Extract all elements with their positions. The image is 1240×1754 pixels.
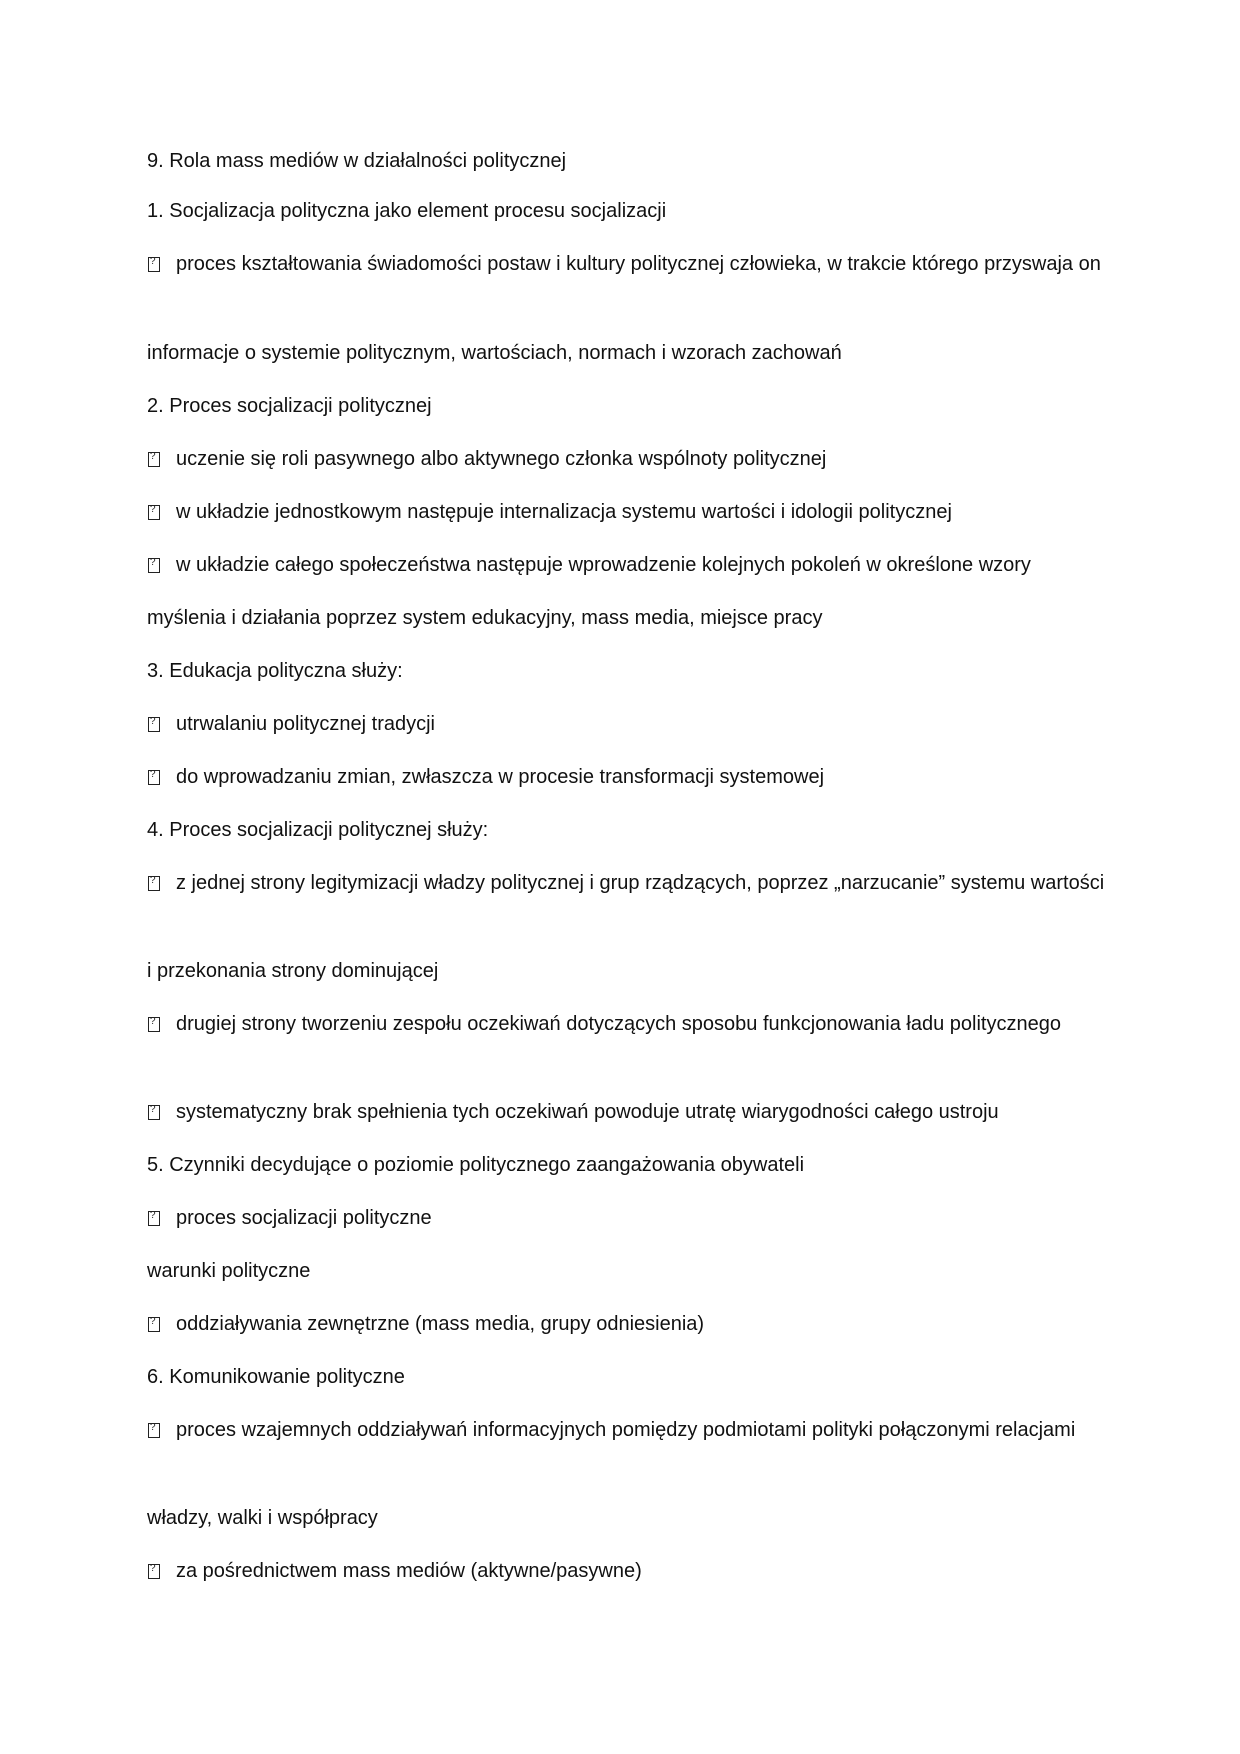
bullet-icon [148, 452, 160, 467]
list-item: ?z jednej strony legitymizacji władzy politycznej i grup rządzących, poprzez „narzucanie” systemu wartości [147, 867, 1107, 899]
paragraph-line: warunki polityczne [147, 1260, 311, 1282]
heading-1: 1. Socjalizacja polityczna jako element procesu socjalizacji [147, 200, 667, 222]
bullet-icon [148, 1211, 160, 1226]
heading-5: 5. Czynniki decydujące o poziomie politycznego zaangażowania obywateli [147, 1154, 805, 1176]
bullet-icon [148, 505, 160, 520]
bullet-icon [148, 1423, 160, 1438]
heading-2: 2. Proces socjalizacji politycznej [147, 395, 432, 417]
list-item: ?proces wzajemnych oddziaływań informacyjnych pomiędzy podmiotami polityki połączonymi relacjami [147, 1414, 1107, 1446]
list-item: ?uczenie się roli pasywnego albo aktywnego członka wspólnoty politycznej [147, 443, 1107, 475]
bullet-icon [148, 1017, 160, 1032]
heading-6: 6. Komunikowanie polityczne [147, 1366, 405, 1388]
paragraph-line: informacje o systemie politycznym, wartościach, normach i wzorach zachowań [147, 342, 842, 364]
paragraph-line: i przekonania strony dominującej [147, 960, 439, 982]
bullet-icon [148, 558, 160, 573]
heading-9: 9. Rola mass mediów w działalności politycznej [147, 150, 567, 172]
paragraph-line: władzy, walki i współpracy [147, 1507, 378, 1529]
list-item: ?do wprowadzaniu zmian, zwłaszcza w procesie transformacji systemowej [147, 761, 1107, 793]
bullet-icon [148, 1564, 160, 1579]
list-item: ?systematyczny brak spełnienia tych oczekiwań powoduje utratę wiarygodności całego ustroju [147, 1096, 1107, 1128]
bullet-icon [148, 770, 160, 785]
heading-4: 4. Proces socjalizacji politycznej służy: [147, 819, 489, 841]
list-item: ?w układzie jednostkowym następuje internalizacja systemu wartości i idologii politycznej [147, 496, 1107, 528]
heading-3: 3. Edukacja polityczna służy: [147, 660, 403, 682]
list-item: ?proces socjalizacji polityczne [147, 1202, 1107, 1234]
list-item: ?drugiej strony tworzeniu zespołu oczekiwań dotyczących sposobu funkcjonowania ładu politycznego [147, 1008, 1107, 1040]
list-item: ?utrwalaniu politycznej tradycji [147, 708, 1107, 740]
bullet-icon [148, 717, 160, 732]
list-item: ?proces kształtowania świadomości postaw i kultury politycznej człowieka, w trakcie którego przyswaja on [147, 248, 1107, 280]
bullet-icon [148, 1317, 160, 1332]
bullet-icon [148, 257, 160, 272]
paragraph-line: myślenia i działania poprzez system edukacyjny, mass media, miejsce pracy [147, 607, 823, 629]
list-item: ?w układzie całego społeczeństwa następuje wprowadzenie kolejnych pokoleń w określone wzory [147, 549, 1107, 581]
bullet-icon [148, 1105, 160, 1120]
bullet-icon [148, 876, 160, 891]
list-item: ?oddziaływania zewnętrzne (mass media, grupy odniesienia) [147, 1308, 1107, 1340]
list-item: ?za pośrednictwem mass mediów (aktywne/pasywne) [147, 1555, 1107, 1587]
